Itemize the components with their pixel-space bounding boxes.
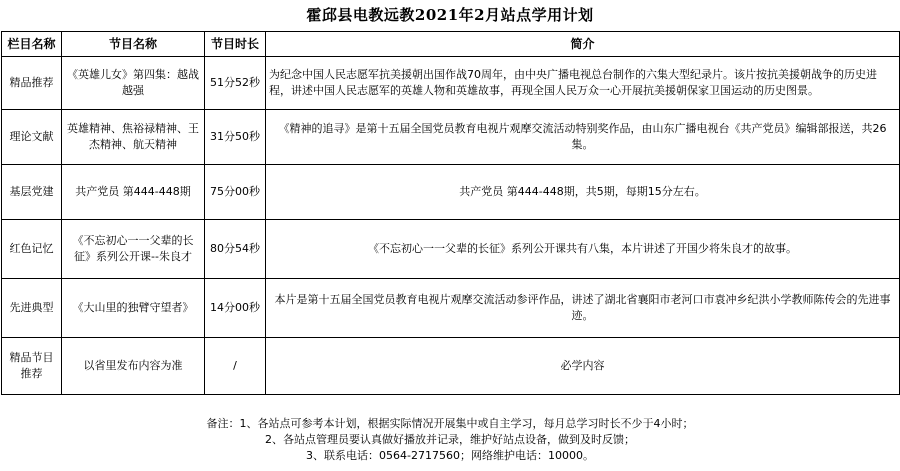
note-line: 备注：1、各站点可参考本计划，根据实际情况开展集中或自主学习，每月总学习时长不少于4小时；	[206, 417, 694, 430]
table-row	[2, 110, 900, 165]
notes	[0, 416, 900, 464]
table-row	[2, 165, 900, 220]
cell-column: 红色记忆	[2, 220, 62, 279]
cell-column: 精品推荐	[2, 57, 62, 110]
cell-program: 英雄精神、焦裕禄精神、王杰精神、航天精神	[62, 110, 205, 165]
cell-column: 理论文献	[2, 110, 62, 165]
note-line: 2、各站点管理员要认真做好播放并记录，维护好站点设备，做到及时反馈；	[265, 433, 635, 446]
cell-duration: 51分52秒	[205, 57, 266, 110]
cell-program: 《不忘初心一一父辈的长征》系列公开课--朱良才	[62, 220, 205, 279]
cell-program: 共产党员 第444-448期	[62, 165, 205, 220]
cell-column: 先进典型	[2, 279, 62, 338]
cell-intro: 《精神的追寻》是第十五届全国党员教育电视片观摩交流活动特别奖作品，由山东广播电视台《共产党员》编辑部报送，共26集。	[266, 110, 900, 165]
table-header-row	[2, 32, 900, 57]
cell-intro: 为纪念中国人民志愿军抗美援朝出国作战70周年，由中央广播电视总台制作的六集大型纪录片。该片按抗美援朝战争的历史进程，讲述中国人民志愿军的英雄人物和英雄故事，再现全国人民万众一心开展抗美援朝保家卫国运动的历史图景。	[266, 57, 900, 110]
header-intro: 简介	[266, 32, 900, 57]
cell-program: 《大山里的独臂守望者》	[62, 279, 205, 338]
cell-intro: 共产党员 第444-448期，共5期，每期15分左右。	[266, 165, 900, 220]
cell-program: 以省里发布内容为准	[62, 338, 205, 395]
header-duration: 节目时长	[205, 32, 266, 57]
cell-duration: 31分50秒	[205, 110, 266, 165]
table-row	[2, 57, 900, 110]
table-row	[2, 338, 900, 395]
table-row	[2, 279, 900, 338]
header-column-name: 栏目名称	[2, 32, 62, 57]
cell-duration: 80分54秒	[205, 220, 266, 279]
cell-column: 精品节目推荐	[2, 338, 62, 395]
cell-column: 基层党建	[2, 165, 62, 220]
page-title: 霍邱县电教远教2021年2月站点学用计划	[306, 6, 594, 24]
plan-table	[1, 31, 900, 395]
cell-program: 《英雄儿女》第四集：越战越强	[62, 57, 205, 110]
table-row	[2, 220, 900, 279]
cell-intro: 本片是第十五届全国党员教育电视片观摩交流活动参评作品，讲述了湖北省襄阳市老河口市袁冲乡纪洪小学教师陈传会的先进事迹。	[266, 279, 900, 338]
note-line: 3、联系电话：0564-2717560；网络维护电话：10000。	[306, 449, 594, 462]
cell-duration: /	[205, 338, 266, 395]
cell-duration: 75分00秒	[205, 165, 266, 220]
cell-intro: 必学内容	[266, 338, 900, 395]
cell-intro: 《不忘初心一一父辈的长征》系列公开课共有八集，本片讲述了开国少将朱良才的故事。	[266, 220, 900, 279]
header-program-name: 节目名称	[62, 32, 205, 57]
cell-duration: 14分00秒	[205, 279, 266, 338]
